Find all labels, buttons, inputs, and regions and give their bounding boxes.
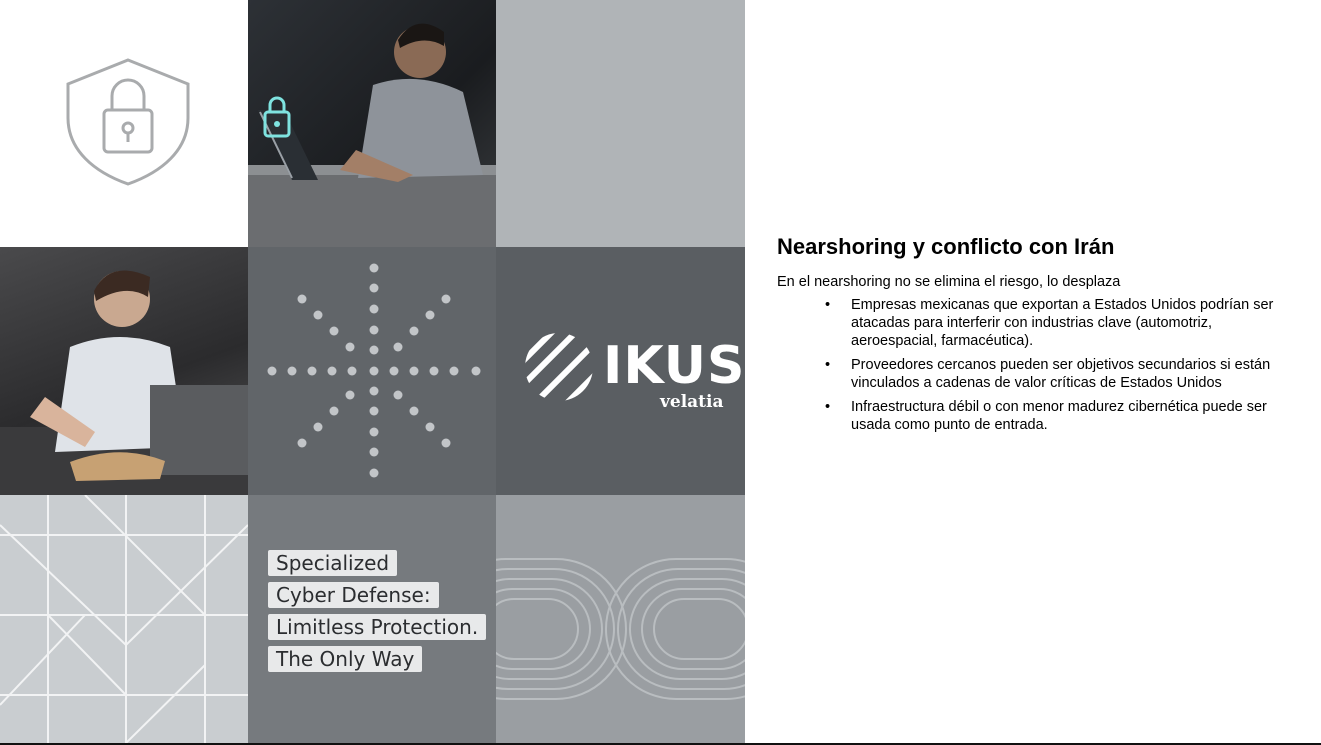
bullet-symbol: • xyxy=(825,399,831,415)
bullet-text: Empresas mexicanas que exportan a Estados Unidos podrían ser atacadas para interferir con industrias clave (automotriz, aeroespacial, farmacéutica). xyxy=(851,297,1274,349)
ovals-pattern-tile xyxy=(496,495,745,743)
shield-lock-icon xyxy=(0,0,248,247)
bullet-list xyxy=(777,296,1297,434)
slide-title: Nearshoring y conflicto con Irán xyxy=(777,234,1115,259)
slide-intro: En el nearshoring no se elimina el riesgo, lo desplaza xyxy=(777,274,1121,290)
logo-wordmark: IKUSI xyxy=(603,336,766,396)
oval-lines-graphic xyxy=(496,495,745,743)
photo-scene-2 xyxy=(0,247,248,495)
logo-subbrand: velatia xyxy=(660,392,724,412)
ikusi-logo-mark-icon xyxy=(523,331,595,403)
bullet-symbol: • xyxy=(825,357,831,373)
lock-hologram-icon xyxy=(262,94,292,138)
dots-starburst-tile xyxy=(248,247,496,495)
bullet-item xyxy=(825,398,1297,434)
tagline-line-1: Specialized xyxy=(268,550,397,576)
photo-man-laptop-lock xyxy=(248,0,496,247)
bullet-item xyxy=(825,356,1297,392)
slide-content xyxy=(777,234,1297,440)
bullet-text: Infraestructura débil o con menor madurez cibernética puede ser usada como punto de entrada. xyxy=(851,399,1267,433)
shield-tile xyxy=(0,0,248,247)
tagline xyxy=(268,550,486,672)
bullet-item xyxy=(825,296,1297,350)
tagline-line-2: Cyber Defense: xyxy=(268,582,439,608)
geometric-lines-graphic xyxy=(0,495,248,743)
tagline-line-3: Limitless Protection. xyxy=(268,614,486,640)
geometric-lines-tile xyxy=(0,495,248,743)
photo-man-laptop-food xyxy=(0,247,248,495)
tagline-line-4: The Only Way xyxy=(268,646,422,672)
bullet-symbol: • xyxy=(825,297,831,313)
bullet-text: Proveedores cercanos pueden ser objetivos secundarios si están vinculados a cadenas de valor críticas de Estados Unidos xyxy=(851,357,1271,391)
starburst-dots-graphic xyxy=(248,247,496,495)
gray-tile xyxy=(496,0,745,247)
